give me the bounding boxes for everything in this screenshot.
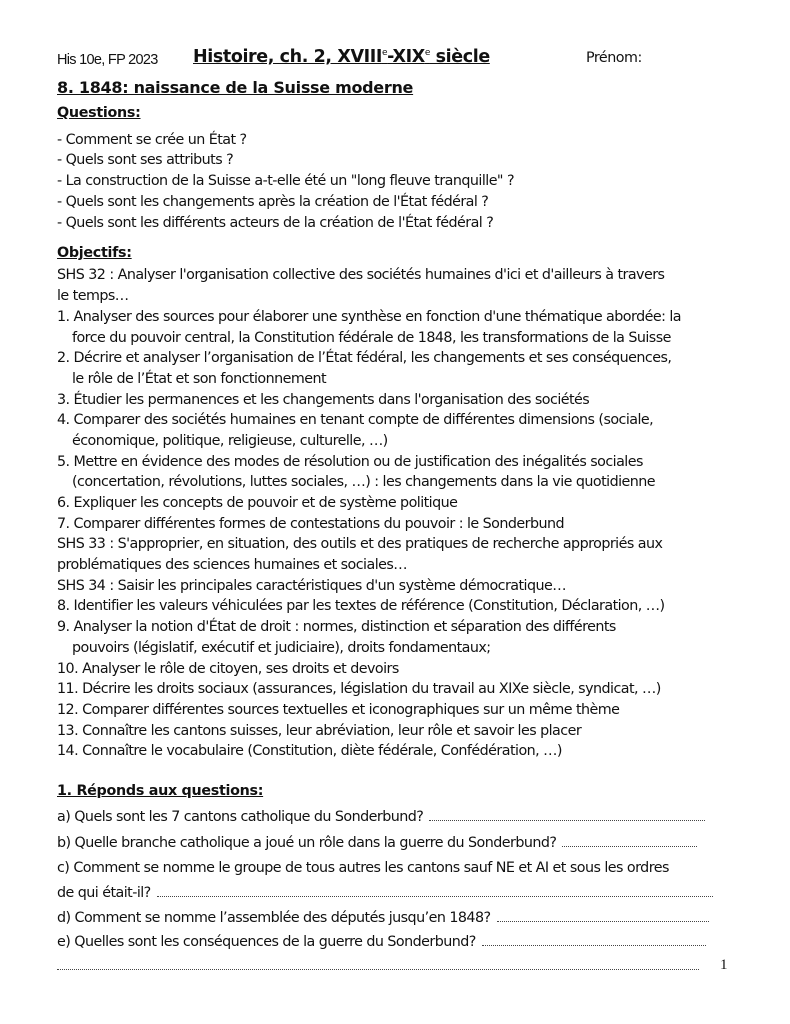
question-text: d) Comment se nomme l’assemblée des députés jusqu’en 1848? [57,910,491,926]
objectif-line: 11. Décrire les droits sociaux (assurances, législation du travail au XIXe siècle, syndicat, …) [57,681,661,697]
section-title: 8. 1848: naissance de la Suisse moderne [57,78,414,97]
objectifs-heading: Objectifs: [57,245,132,261]
exercise-question-d [57,908,709,928]
objectif-line: 12. Comparer différentes sources textuelles et iconographiques sur un même thème [57,702,620,718]
course-label: His 10e, FP 2023 [57,52,158,68]
exercise-question-b [57,833,697,853]
objectif-line: SHS 34 : Saisir les principales caractéristiques d'un système démocratique… [57,578,566,594]
exercise-question-c [57,858,669,878]
objectif-line: 1. Analyser des sources pour élaborer une synthèse en fonction d'une thématique abordée: la [57,309,681,325]
objectif-line: 14. Connaître le vocabulaire (Constitution, diète fédérale, Confédération, …) [57,743,562,759]
title-middle: -XIX [387,47,425,67]
objectif-line: 10. Analyser le rôle de citoyen, ses droits et devoirs [57,661,399,677]
title-superscript: e [381,48,388,58]
document-title [193,47,490,67]
objectif-line: SHS 32 : Analyser l'organisation collective des sociétés humaines d'ici et d'ailleurs à travers [57,267,665,283]
objectif-line: le rôle de l’État et son fonctionnement [72,371,327,387]
questions-heading: Questions: [57,105,141,121]
objectif-line: (concertation, révolutions, luttes sociales, …) : les changements dans la vie quotidienne [72,474,656,490]
title-superscript: e [424,48,430,58]
answer-line[interactable] [57,969,699,970]
question-item: - Quels sont les différents acteurs de la création de l'État fédéral ? [57,215,494,231]
exercise-question-a [57,807,705,827]
answer-line[interactable] [157,895,713,897]
question-text: e) Quelles sont les conséquences de la guerre du Sonderbund? [57,934,476,950]
answer-line[interactable] [497,920,709,922]
question-item: - La construction de la Suisse a-t-elle été un "long fleuve tranquille" ? [57,173,514,189]
objectif-line: SHS 33 : S'approprier, en situation, des outils et des pratiques de recherche appropriés aux [57,536,663,552]
objectif-line: 7. Comparer différentes formes de contestations du pouvoir : le Sonderbund [57,516,565,532]
objectif-line: pouvoirs (législatif, exécutif et judiciaire), droits fondamentaux; [72,640,491,656]
title-main: Histoire, ch. 2, XVIII [193,47,382,67]
exercise-heading: 1. Réponds aux questions: [57,783,264,799]
page-number: 1 [720,957,728,973]
objectif-line: problématiques des sciences humaines et sociales… [57,557,408,573]
objectif-line: 3. Étudier les permanences et les changements dans l'organisation des sociétés [57,392,590,408]
objectif-line: 9. Analyser la notion d'État de droit : normes, distinction et séparation des différents [57,619,616,635]
answer-line[interactable] [562,845,697,847]
question-item: - Quels sont les changements après la création de l'État fédéral ? [57,194,489,210]
question-text: b) Quelle branche catholique a joué un rôle dans la guerre du Sonderbund? [57,835,557,851]
objectif-line: 2. Décrire et analyser l’organisation de l’État fédéral, les changements et ses conséquences, [57,350,672,366]
objectif-line: 6. Expliquer les concepts de pouvoir et de système politique [57,495,458,511]
question-text: a) Quels sont les 7 cantons catholique du Sonderbund? [57,809,424,825]
objectif-line: 8. Identifier les valeurs véhiculées par les textes de référence (Constitution, Déclaration, …) [57,598,665,614]
exercise-question-c-cont [57,883,713,903]
prenom-label: Prénom: [586,50,642,66]
answer-line[interactable] [429,819,705,821]
question-item: - Quels sont ses attributs ? [57,152,234,168]
question-text: de qui était-il? [57,885,151,901]
answer-line[interactable] [482,944,706,946]
title-end: siècle [429,47,490,67]
objectif-line: force du pouvoir central, la Constitution fédérale de 1848, les transformations de la Suisse [72,330,671,346]
exercise-question-e [57,932,706,952]
question-item: - Comment se crée un État ? [57,132,247,148]
objectif-line: 5. Mettre en évidence des modes de résolution ou de justification des inégalités sociales [57,454,643,470]
objectif-line: le temps… [57,288,129,304]
question-text: c) Comment se nomme le groupe de tous autres les cantons sauf NE et AI et sous les ordres [57,860,669,876]
objectif-line: 4. Comparer des sociétés humaines en tenant compte de différentes dimensions (sociale, [57,412,654,428]
objectif-line: 13. Connaître les cantons suisses, leur abréviation, leur rôle et savoir les placer [57,723,582,739]
objectif-line: économique, politique, religieuse, culturelle, …) [72,433,388,449]
